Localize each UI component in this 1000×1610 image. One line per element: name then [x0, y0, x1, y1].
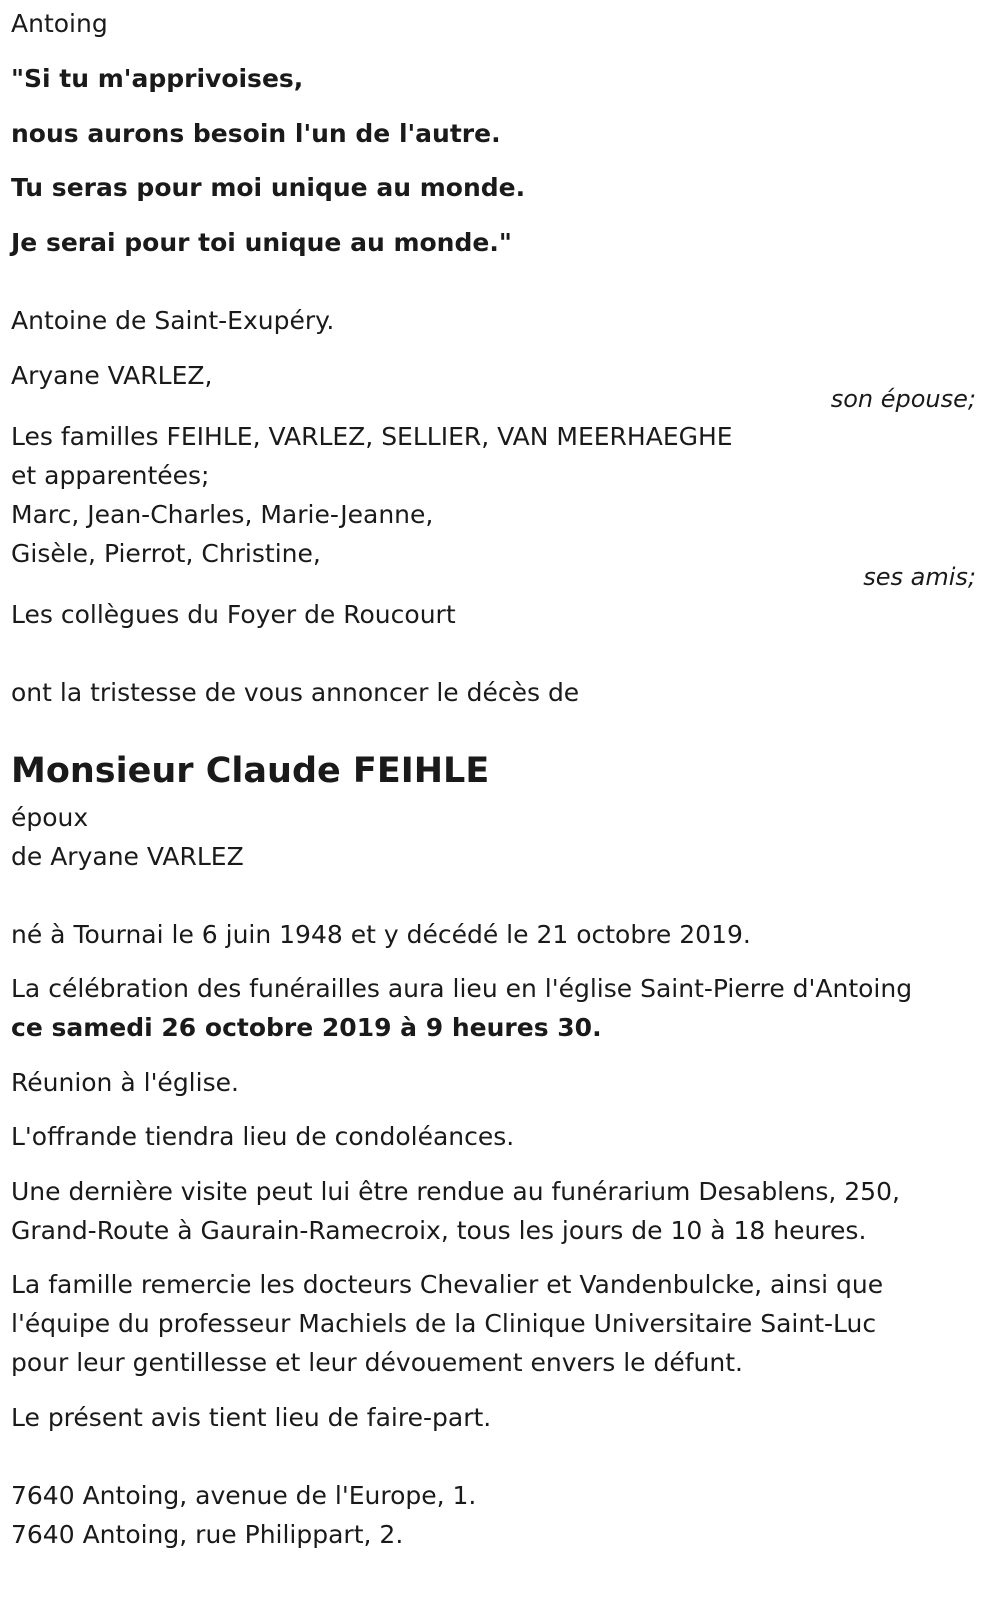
- friends-line-2: Gisèle, Pierrot, Christine,: [11, 539, 321, 568]
- address-1: 7640 Antoing, avenue de l'Europe, 1.: [11, 1481, 477, 1510]
- ceremony-line-2: ce samedi 26 octobre 2019 à 9 heures 30.: [11, 1013, 602, 1042]
- ceremony-line-1: La célébration des funérailles aura lieu en l'église Saint-Pierre d'Antoing: [11, 974, 913, 1003]
- location-heading: Antoing: [11, 9, 108, 38]
- families-line-1: Les familles FEIHLE, VARLEZ, SELLIER, VAN MEERHAEGHE: [11, 422, 733, 451]
- visit-line-1: Une dernière visite peut lui être rendue au funérarium Desablens, 250,: [11, 1177, 900, 1206]
- quote-line-1: "Si tu m'apprivoises,: [11, 64, 304, 93]
- quote-line-3: Tu seras pour moi unique au monde.: [11, 173, 526, 202]
- relation-line-2: de Aryane VARLEZ: [11, 842, 244, 871]
- obituary-notice: [11, 0, 991, 1610]
- quote-line-2: nous aurons besoin l'un de l'autre.: [11, 119, 501, 148]
- visit-line-2: Grand-Route à Gaurain-Ramecroix, tous les jours de 10 à 18 heures.: [11, 1216, 867, 1245]
- friends-line-1: Marc, Jean-Charles, Marie-Jeanne,: [11, 500, 434, 529]
- spouse-role: son épouse;: [830, 385, 976, 413]
- colleagues: Les collègues du Foyer de Roucourt: [11, 600, 456, 629]
- thanks-line-3: pour leur gentillesse et leur dévouement envers le défunt.: [11, 1348, 743, 1377]
- friends-role: ses amis;: [863, 563, 976, 591]
- relation-line-1: époux: [11, 803, 89, 832]
- meeting-note: Réunion à l'église.: [11, 1068, 239, 1097]
- deceased-name: Monsieur Claude FEIHLE: [11, 751, 490, 791]
- address-2: 7640 Antoing, rue Philippart, 2.: [11, 1520, 404, 1549]
- announcement: ont la tristesse de vous annoncer le décès de: [11, 678, 580, 707]
- birth-death: né à Tournai le 6 juin 1948 et y décédé le 21 octobre 2019.: [11, 920, 751, 949]
- notice: Le présent avis tient lieu de faire-part.: [11, 1403, 492, 1432]
- offering-note: L'offrande tiendra lieu de condoléances.: [11, 1122, 515, 1151]
- quote-line-4: Je serai pour toi unique au monde.": [11, 228, 512, 257]
- families-line-2: et apparentées;: [11, 461, 210, 490]
- thanks-line-2: l'équipe du professeur Machiels de la Clinique Universitaire Saint-Luc: [11, 1309, 877, 1338]
- spouse-name: Aryane VARLEZ,: [11, 361, 213, 390]
- quote-author: Antoine de Saint-Exupéry.: [11, 306, 335, 335]
- thanks-line-1: La famille remercie les docteurs Chevalier et Vandenbulcke, ainsi que: [11, 1270, 884, 1299]
